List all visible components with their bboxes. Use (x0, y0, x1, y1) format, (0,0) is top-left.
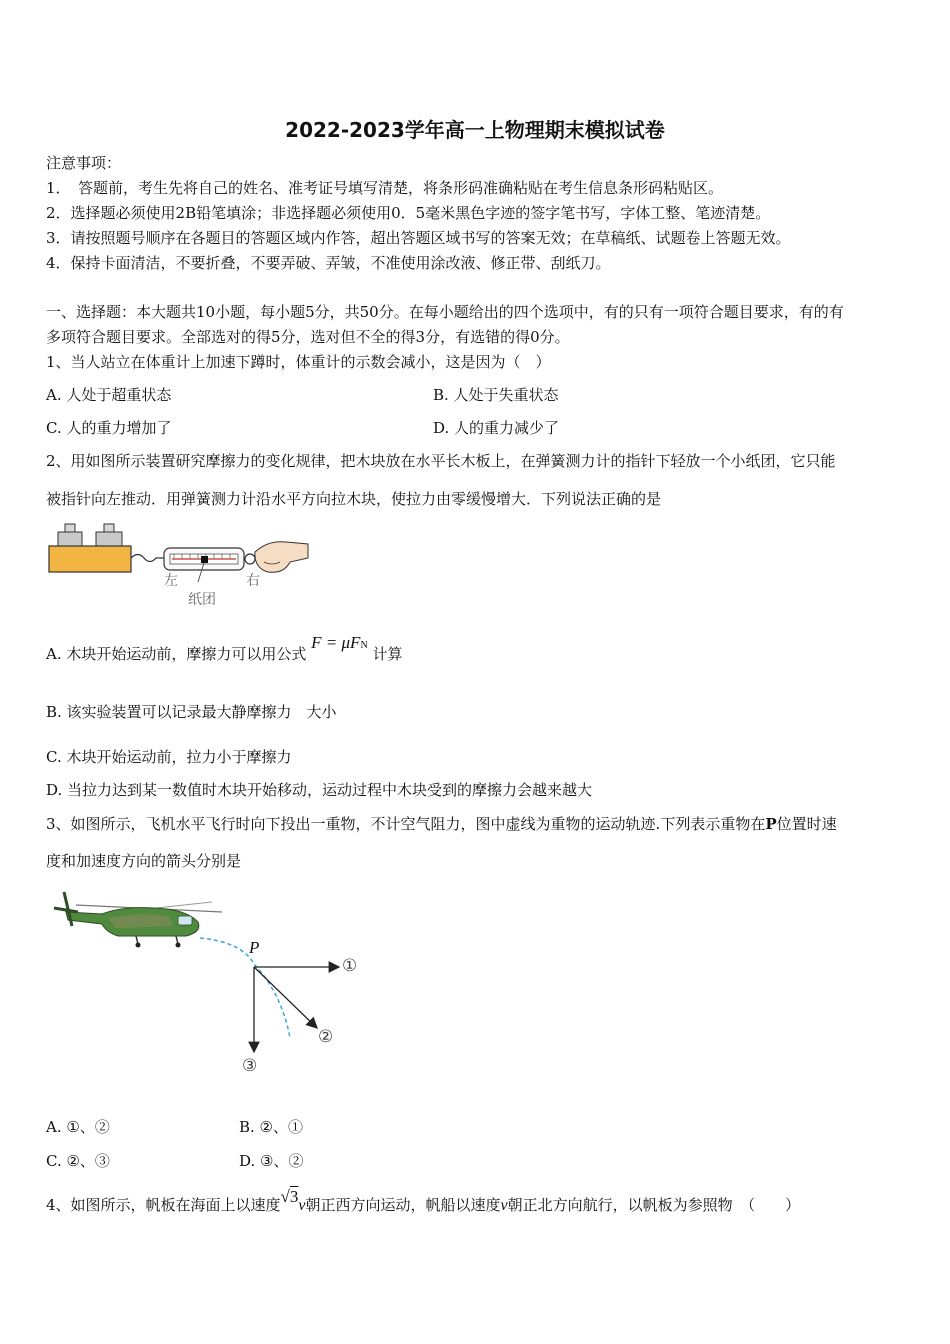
q2-option-a (46, 633, 403, 666)
q4-sqrt-value: 3 (289, 1187, 299, 1206)
q2-figure-label-paper: 纸团 (188, 592, 216, 608)
notice-item-4: 4．保持卡面清洁，不要折叠，不要弄破、弄皱，不准使用涂改液、修正带、刮纸刀。 (46, 254, 611, 272)
q2-option-d: D. 当拉力达到某一数值时木块开始移动，运动过程中木块受到的摩擦力会越来越大 (46, 781, 593, 799)
q2-formula (311, 633, 368, 652)
q3-stem-tail: 位置时速 (776, 815, 837, 833)
q4-stem-post: 朝正北方向航行，以帆板为参照物 （ ） (507, 1196, 801, 1214)
q3-stem-point: P (765, 815, 777, 833)
helicopter-icon (54, 892, 222, 948)
q3-option-c: C. ②、③ (46, 1152, 110, 1170)
q2-formula-sub: N (360, 640, 368, 651)
q3-option-a: A. ①、② (46, 1118, 110, 1136)
q3-stem-text: 3、如图所示，飞机水平飞行时向下投出一重物，不计空气阻力，图中虚线为重物的运动轨迹.下列表示重物在 (46, 815, 766, 833)
q2-option-a-tail: 计算 (372, 645, 403, 663)
q2-option-b: B. 该实验装置可以记录最大静摩擦力 大小 (46, 703, 337, 721)
q4-sqrt: √3 (280, 1187, 299, 1206)
q1-option-c: C. 人的重力增加了 (46, 419, 172, 437)
q3-point-label: P (249, 938, 260, 957)
q2-figure-label-right: 右 (246, 573, 260, 589)
section-intro-line2: 多项符合题目要求。全部选对的得5分，选对但不全的得3分，有选错的得0分。 (46, 328, 570, 346)
q3-option-d: D. ③、② (239, 1152, 304, 1170)
q2-stem-line2: 被指针向左推动．用弹簧测力计沿水平方向拉木块，使拉力由零缓慢增大．下列说法正确的是 (46, 490, 662, 508)
q3-figure (46, 882, 376, 1082)
q1-option-d: D. 人的重力减少了 (433, 419, 560, 437)
q2-figure-label-left: 左 (164, 573, 178, 589)
q3-stem-line2: 度和加速度方向的箭头分别是 (46, 852, 242, 870)
q4-stem-mid: 朝正西方向运动，帆船以速度 (305, 1196, 501, 1214)
notice-item-2: 2．选择题必须使用2B铅笔填涂；非选择题必须使用0．5毫米黑色字迹的签字笔书写，字体工整、笔迹清楚。 (46, 204, 771, 222)
q1-stem: 1、当人站立在体重计上加速下蹲时，体重计的示数会减小，这是因为（ ） (46, 353, 551, 371)
q2-stem-line1: 2、用如图所示装置研究摩擦力的变化规律，把木块放在水平长木板上，在弹簧测力计的指针下轻放一个小纸团，它只能 (46, 452, 836, 470)
q1-option-a: A. 人处于超重状态 (46, 386, 172, 404)
section-intro-line1: 一、选择题：本大题共10小题，每小题5分，共50分。在每小题给出的四个选项中，有的只有一项符合题目要求，有的有 (46, 303, 844, 321)
q2-formula-main: F = μF (311, 633, 361, 652)
q4-stem (46, 1186, 800, 1216)
page-title: 2022-2023学年高一上物理期末模拟试卷 (285, 118, 665, 142)
q3-arrow-label-1: ① (342, 956, 358, 976)
q4-v2: v (500, 1197, 508, 1214)
q3-option-b: B. ②、① (239, 1118, 304, 1136)
q3-arrow-label-2: ② (318, 1027, 334, 1047)
notice-item-3: 3．请按照题号顺序在各题目的答题区域内作答，超出答题区域书写的答案无效；在草稿纸、试题卷上答题无效。 (46, 229, 791, 247)
q3-arrow-label-3: ③ (242, 1056, 258, 1076)
notice-item-1: 1． 答题前，考生先将自己的姓名、准考证号填写清楚，将条形码准确粘贴在考生信息条形码粘贴区。 (46, 179, 724, 197)
q4-v1: v (298, 1197, 306, 1214)
q2-option-c: C. 木块开始运动前，拉力小于摩擦力 (46, 748, 292, 766)
q2-option-a-text: A. 木块开始运动前，摩擦力可以用公式 (46, 645, 307, 663)
q3-stem-line1 (46, 813, 837, 834)
q1-option-b: B. 人处于失重状态 (433, 386, 559, 404)
q4-stem-pre: 4、如图所示，帆板在海面上以速度 (46, 1196, 281, 1214)
q2-figure (46, 518, 316, 610)
notice-heading: 注意事项： (46, 154, 122, 172)
